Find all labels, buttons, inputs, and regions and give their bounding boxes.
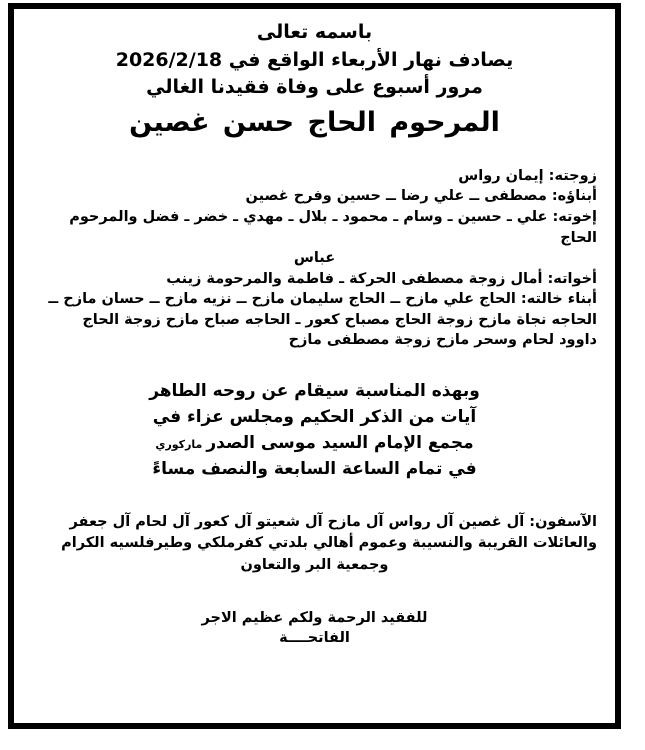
family-cousins-line-3: داوود لحام وسحر مازح زوجة مصطفى مازح (288, 332, 597, 349)
signers-line-2: والعائلات القريبة والنسيبة وعموم أهالي بلدتي كفرملكي وطيرفلسيه الكرام (61, 535, 597, 552)
date-line: يصادف نهار الأربعاء الواقع في 2026/2/18 (115, 48, 514, 71)
ceremony-venue-line (32, 431, 597, 457)
ceremony-venue-sublabel: ماركوري (155, 437, 203, 451)
closing-section (32, 608, 597, 646)
occasion-line: مرور أسبوع على وفاة فقيدنا الغالي (146, 76, 483, 99)
family-sisters-line: أخواته: أمال زوجة مصطفى الحركة ـ فاطمة والمرحومة زينب (166, 270, 597, 287)
family-wife-line: زوجته: إيمان رواس (458, 167, 597, 184)
notice-border-frame (8, 3, 621, 729)
closing-fatiha: الفاتحــــة (279, 629, 350, 646)
family-sons-line: أبناؤه: مصطفى ــ علي رضا ــ حسين وفرح غصين (245, 188, 597, 205)
signers-line-3: وجمعية البر والتعاون (240, 556, 389, 573)
ceremony-venue-name: مجمع الإمام السيد موسى الصدر (206, 432, 474, 453)
ceremony-line-2: آيات من الذكر الحكيم ومجلس عزاء في (152, 406, 477, 427)
deceased-name: المرحوم الحاج حسن غصين (129, 107, 500, 139)
family-cousins-line-2: الحاجه نجاة مازح زوجة الحاج مصباح كعور ـ الحاجه صباح مازح زوجة الحاج (82, 311, 597, 328)
family-brothers-line-1: إخوته: علي ـ حسين ـ وسام ـ محمود ـ بلال ـ مهدي ـ خضر ـ فضل والمرحوم الحاج (69, 208, 597, 246)
signers-section (32, 512, 597, 575)
ceremony-section (32, 379, 597, 482)
family-cousins-line-1: أبناء خالته: الحاج علي مازح ــ الحاج سليمان مازح ــ نزيه مازح ــ حسان مازح ــ (48, 291, 597, 308)
notice-content (14, 9, 615, 723)
ceremony-time-line: في تمام الساعة السابعة والنصف مساءً (152, 458, 477, 479)
family-section (32, 166, 597, 351)
header-section (32, 20, 597, 140)
family-brothers-line-2: عباس (293, 250, 336, 267)
signers-line-1: الآسفون: آل غصين آل رواس آل مازح آل شعيتو آل كعور آل لحام آل جعفر (69, 514, 597, 531)
closing-condolence-line: للفقيد الرحمة ولكم عظيم الاجر (201, 609, 428, 626)
ceremony-line-1: وبهذه المناسبة سيقام عن روحه الطاهر (149, 381, 480, 402)
basmala-line: باسمه تعالى (256, 21, 373, 43)
